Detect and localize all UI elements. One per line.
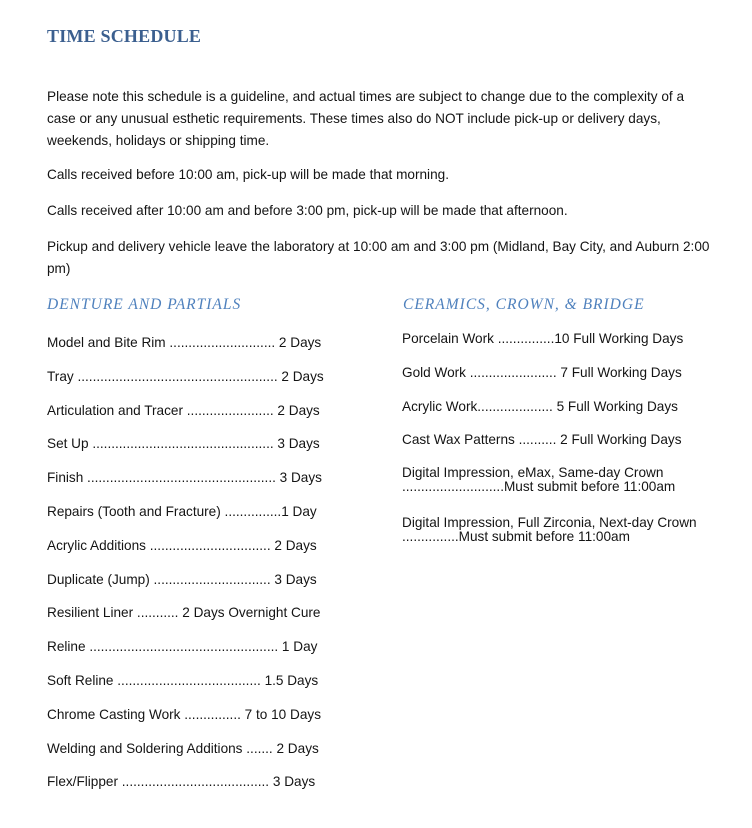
list-item: Gold Work ....................... 7 Full Working Days: [402, 364, 682, 380]
denture-section-heading: DENTURE AND PARTIALS: [47, 296, 242, 313]
list-item: Finish .................................................. 3 Days: [47, 470, 322, 486]
list-item: Soft Reline ...................................... 1.5 Days: [47, 672, 319, 688]
ceramics-section-heading: CERAMICS, CROWN, & BRIDGE: [403, 296, 645, 313]
morning-pickup-paragraph: Calls received before 10:00 am, pick-up will be made that morning.: [47, 167, 449, 182]
list-item: Resilient Liner ........... 2 Days Overnight Cure: [47, 605, 321, 621]
list-item: Porcelain Work ...............10 Full Working Days: [402, 331, 684, 346]
list-item: Cast Wax Patterns .......... 2 Full Working Days: [402, 432, 682, 448]
list-item: Chrome Casting Work ............... 7 to 10 Days: [47, 706, 321, 722]
list-item: Digital Impression, Full Zirconia, Next-day Crown ...............Must submit before 11:00am: [402, 515, 697, 545]
list-item: Acrylic Work.................... 5 Full Working Days: [402, 398, 678, 414]
ceramics-schedule-list: [402, 328, 722, 563]
list-item: Repairs (Tooth and Fracture) ...............1 Day: [47, 503, 317, 519]
denture-schedule-list: [47, 332, 367, 805]
list-item: Flex/Flipper ....................................... 3 Days: [47, 774, 316, 790]
list-item: Set Up ................................................ 3 Days: [47, 436, 320, 452]
list-item: Model and Bite Rim ............................ 2 Days: [47, 335, 322, 350]
delivery-schedule-paragraph: Pickup and delivery vehicle leave the laboratory at 10:00 am and 3:00 pm (Midland, Bay City, and Auburn 2:00 pm): [47, 239, 710, 276]
page-title: TIME SCHEDULE: [47, 26, 202, 46]
list-item: Acrylic Additions ................................ 2 Days: [47, 537, 317, 553]
afternoon-pickup-paragraph: Calls received after 10:00 am and before 3:00 pm, pick-up will be made that afternoon.: [47, 203, 568, 218]
intro-paragraph: Please note this schedule is a guideline, and actual times are subject to change due to the complexity of a case or any unusual esthetic requirements. These times also do NOT include pick-up or delivery days, weekends, holidays or shipping time.: [47, 89, 685, 148]
list-item: Duplicate (Jump) ............................... 3 Days: [47, 571, 317, 587]
list-item: Digital Impression, eMax, Same-day Crown ...........................Must submit before 11:00am: [402, 465, 676, 495]
list-item: Reline .................................................. 1 Day: [47, 639, 318, 655]
list-item: Welding and Soldering Additions ....... 2 Days: [47, 740, 319, 756]
list-item: Tray ..................................................... 2 Days: [47, 368, 324, 384]
list-item: Articulation and Tracer ....................... 2 Days: [47, 402, 320, 418]
